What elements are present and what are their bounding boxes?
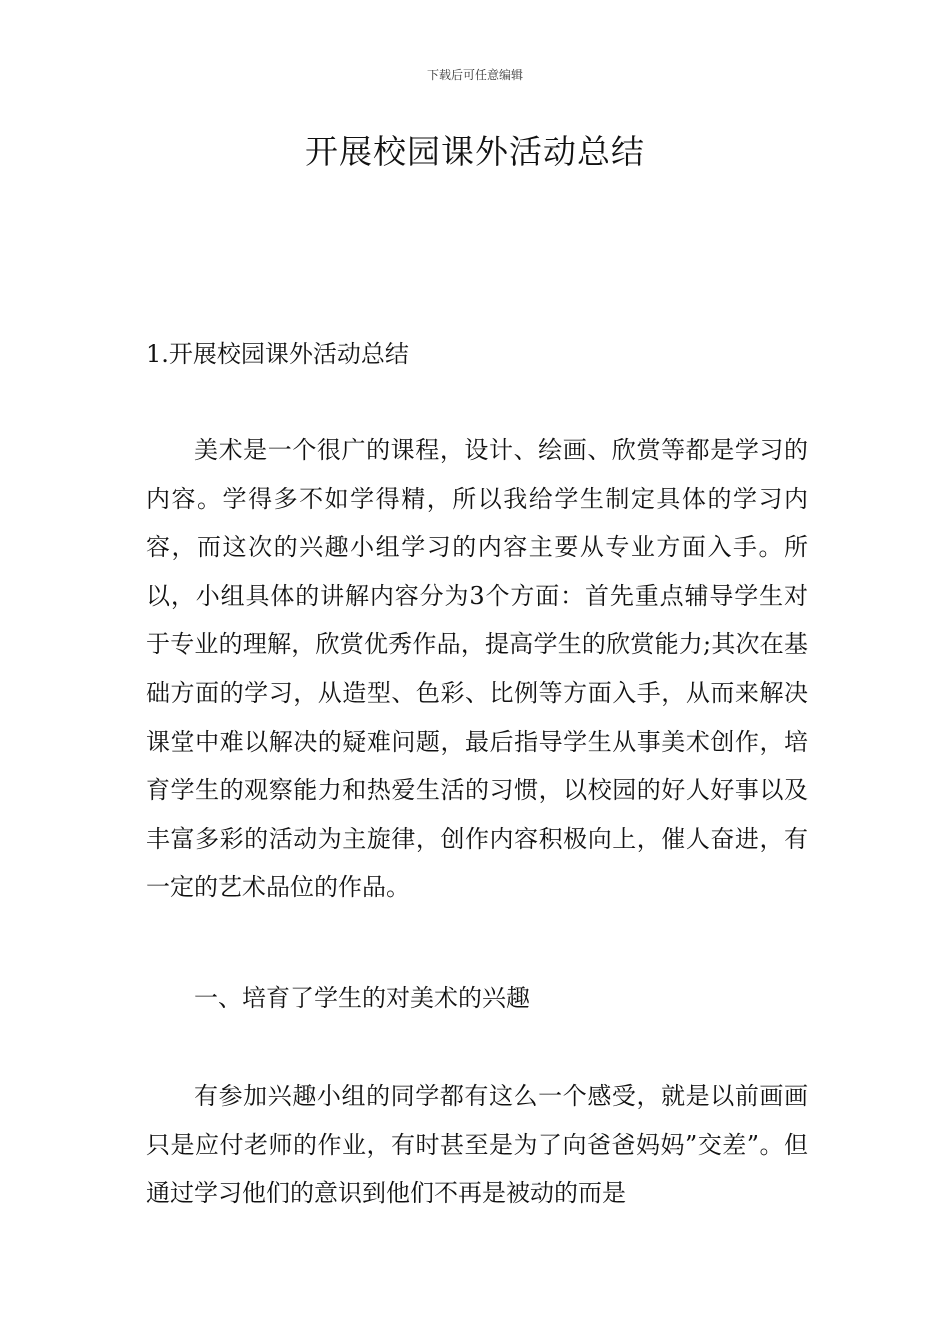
header-note: 下载后可任意编辑 — [426, 68, 523, 82]
subheading-interest: 一、培育了学生的对美术的兴趣 — [194, 984, 530, 1012]
document-title: 开展校园课外活动总结 — [305, 132, 645, 171]
body-paragraph-2: 有参加兴趣小组的同学都有这么一个感受，就是以前画画只是应付老师的作业，有时甚至是为了向爸爸妈妈”交差”。但通过学习他们的意识到他们不再是被动的而是 — [146, 1082, 808, 1208]
body-paragraph-1: 美术是一个很广的课程，设计、绘画、欣赏等都是学习的内容。学得多不如学得精，所以我给学生制定具体的学习内容，而这次的兴趣小组学习的内容主要从专业方面入手。所以，小组具体的讲解内容分为3个方面：首先重点辅导学生对于专业的理解，欣赏优秀作品，提高学生的欣赏能力;其次在基础方面的学习，从造型、色彩、比例等方面入手，从而来解决课堂中难以解决的疑难问题，最后指导学生从事美术创作，培育学生的观察能力和热爱生活的习惯，以校园的好人好事以及丰富多彩的活动为主旋律，创作内容积极向上，催人奋进，有一定的艺术品位的作品。 — [146, 436, 808, 902]
section-heading: 1.开展校园课外活动总结 — [146, 340, 409, 368]
